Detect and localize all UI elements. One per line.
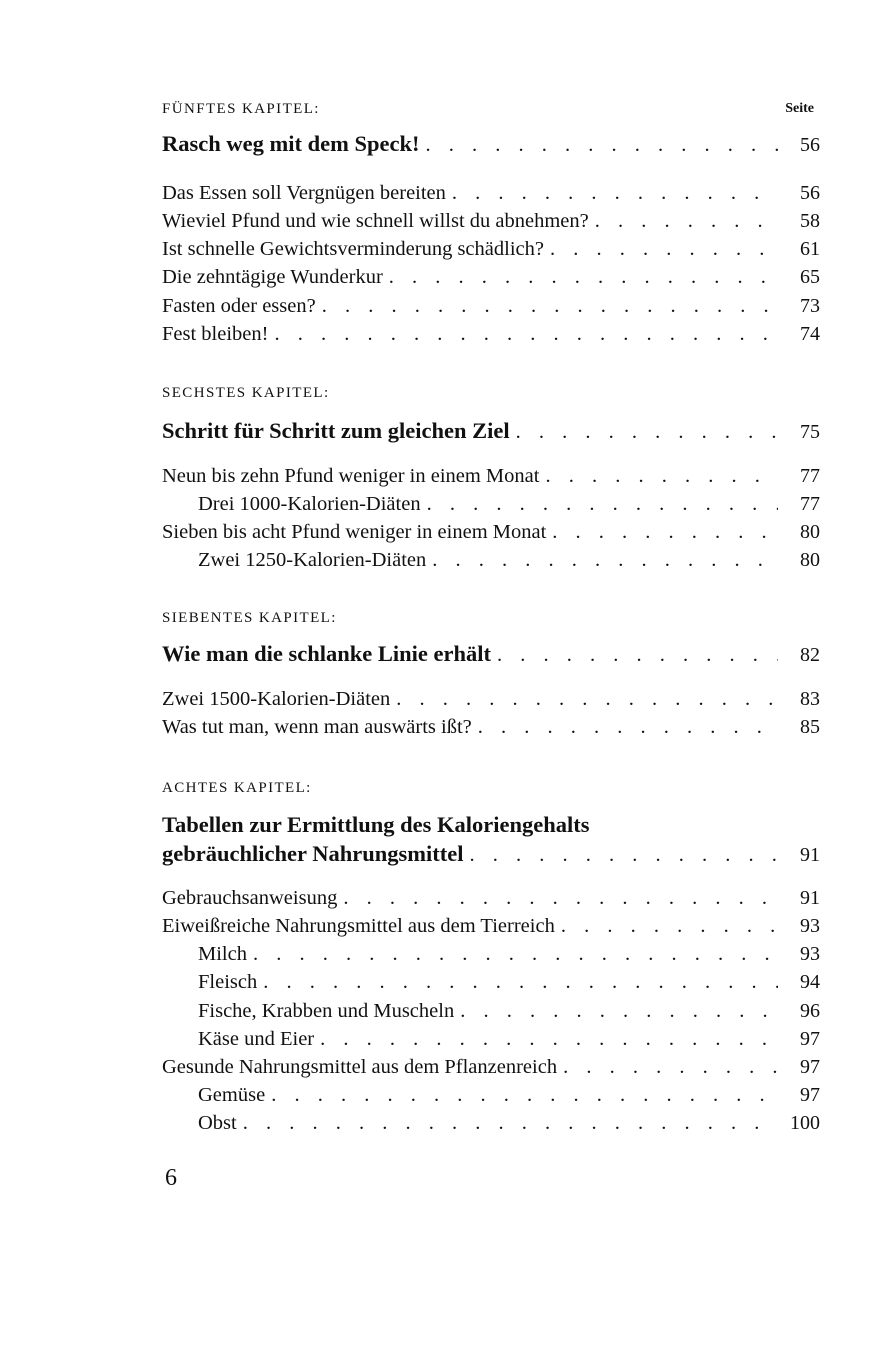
entry-text: Obst bbox=[198, 1112, 237, 1134]
leader-dots bbox=[426, 549, 778, 572]
entry-text: Wieviel Pfund und wie schnell willst du abnehmen? bbox=[162, 210, 589, 232]
leader-dots bbox=[257, 971, 778, 994]
page-ref: 97 bbox=[800, 1056, 820, 1078]
page-number: 6 bbox=[165, 1165, 177, 1191]
entry-text: Eiweißreiche Nahrungsmittel aus dem Tierreich bbox=[162, 915, 555, 937]
leader-dots bbox=[555, 915, 778, 938]
leader-dots bbox=[265, 1084, 778, 1107]
page-ref: 74 bbox=[800, 323, 820, 345]
entry-text: Neun bis zehn Pfund weniger in einem Monat bbox=[162, 465, 540, 487]
leader-dots bbox=[337, 887, 778, 910]
entry-text: Fleisch bbox=[198, 971, 258, 993]
page-ref: 56 bbox=[800, 134, 820, 156]
page-ref: 77 bbox=[800, 465, 820, 487]
leader-dots bbox=[237, 1112, 778, 1135]
chapter-title-line1: Tabellen zur Ermittlung des Kaloriengehalts bbox=[162, 812, 590, 837]
entry-text: Käse und Eier bbox=[198, 1028, 315, 1050]
chapter-title-row bbox=[162, 841, 820, 867]
toc-entry bbox=[162, 238, 820, 261]
chapter-label: ACHTES KAPITEL: bbox=[162, 780, 312, 796]
toc-subentry bbox=[198, 1000, 820, 1023]
page-ref: 97 bbox=[800, 1084, 820, 1106]
toc-entry bbox=[162, 295, 820, 318]
toc-entry bbox=[162, 1056, 820, 1079]
chapter-title-row bbox=[162, 418, 820, 444]
leader-dots bbox=[544, 238, 778, 261]
toc-entry bbox=[162, 465, 820, 488]
toc-entry bbox=[162, 182, 820, 205]
toc-subentry bbox=[198, 549, 820, 572]
leader-dots bbox=[557, 1056, 778, 1079]
page-ref: 65 bbox=[800, 266, 820, 288]
toc-entry bbox=[162, 915, 820, 938]
page-ref: 61 bbox=[800, 238, 820, 260]
leader-dots bbox=[421, 493, 778, 516]
toc-entry bbox=[162, 887, 820, 910]
chapter-title: Wie man die schlanke Linie erhält bbox=[162, 641, 491, 666]
leader-dots bbox=[314, 1028, 778, 1051]
page-ref: 91 bbox=[800, 844, 820, 866]
leader-dots bbox=[268, 323, 778, 346]
leader-dots bbox=[247, 943, 778, 966]
page-ref: 56 bbox=[800, 182, 820, 204]
entry-text: Die zehntägige Wunderkur bbox=[162, 266, 383, 288]
leader-dots bbox=[316, 295, 778, 318]
toc-entry bbox=[162, 323, 820, 346]
page-ref: 91 bbox=[800, 887, 820, 909]
entry-text: Zwei 1500-Kalorien-Diäten bbox=[162, 688, 391, 710]
entry-text: Gebrauchsanweisung bbox=[162, 887, 338, 909]
page-ref: 83 bbox=[800, 688, 820, 710]
entry-text: Gesunde Nahrungsmittel aus dem Pflanzenreich bbox=[162, 1056, 558, 1078]
toc-entry bbox=[162, 688, 820, 711]
leader-dots bbox=[546, 521, 778, 544]
leader-dots bbox=[472, 716, 778, 739]
toc-entry bbox=[162, 716, 820, 739]
page-ref: 93 bbox=[800, 915, 820, 937]
toc-subentry bbox=[198, 1028, 820, 1051]
entry-text: Fasten oder essen? bbox=[162, 295, 316, 317]
chapter-title: Rasch weg mit dem Speck! bbox=[162, 131, 420, 156]
leader-dots bbox=[454, 1000, 778, 1023]
page-ref: 80 bbox=[800, 549, 820, 571]
leader-dots bbox=[390, 688, 778, 711]
page-ref: 93 bbox=[800, 943, 820, 965]
leader-dots bbox=[446, 182, 778, 205]
chapter-title: Schritt für Schritt zum gleichen Ziel bbox=[162, 418, 510, 443]
entry-text: Fest bleiben! bbox=[162, 323, 269, 345]
entry-text: Sieben bis acht Pfund weniger in einem Monat bbox=[162, 521, 547, 543]
page-ref: 100 bbox=[790, 1112, 820, 1134]
leader-dots bbox=[463, 844, 778, 867]
toc-subentry bbox=[198, 1112, 820, 1135]
seite-label: Seite bbox=[785, 101, 814, 116]
page-ref: 77 bbox=[800, 493, 820, 515]
leader-dots bbox=[510, 421, 778, 444]
leader-dots bbox=[539, 465, 778, 488]
page-ref: 58 bbox=[800, 210, 820, 232]
entry-text: Was tut man, wenn man auswärts ißt? bbox=[162, 716, 472, 738]
toc-subentry bbox=[198, 493, 820, 516]
entry-text: Ist schnelle Gewichtsverminderung schädlich? bbox=[162, 238, 544, 260]
page-ref: 96 bbox=[800, 1000, 820, 1022]
chapter-title-row bbox=[162, 131, 820, 157]
chapter-label: SECHSTES KAPITEL: bbox=[162, 385, 330, 401]
leader-dots bbox=[419, 134, 778, 157]
page-ref: 75 bbox=[800, 421, 820, 443]
entry-text: Zwei 1250-Kalorien-Diäten bbox=[198, 549, 427, 571]
chapter-title-line2: gebräuchlicher Nahrungsmittel bbox=[162, 841, 464, 866]
page-ref: 97 bbox=[800, 1028, 820, 1050]
toc-subentry bbox=[198, 1084, 820, 1107]
entry-text: Gemüse bbox=[198, 1084, 266, 1106]
chapter-label: SIEBENTES KAPITEL: bbox=[162, 610, 337, 626]
toc-subentry bbox=[198, 943, 820, 966]
entry-text: Milch bbox=[198, 943, 247, 965]
leader-dots bbox=[491, 644, 778, 667]
page-ref: 73 bbox=[800, 295, 820, 317]
page-ref: 94 bbox=[800, 971, 820, 993]
chapter-label: FÜNFTES KAPITEL: bbox=[162, 101, 320, 117]
chapter-title-row bbox=[162, 641, 820, 667]
entry-text: Drei 1000-Kalorien-Diäten bbox=[198, 493, 421, 515]
toc-subentry bbox=[198, 971, 820, 994]
entry-text: Das Essen soll Vergnügen bereiten bbox=[162, 182, 446, 204]
page-ref: 85 bbox=[800, 716, 820, 738]
page-ref: 82 bbox=[800, 644, 820, 666]
toc-entry bbox=[162, 521, 820, 544]
entry-text: Fische, Krabben und Muscheln bbox=[198, 1000, 455, 1022]
toc-entry bbox=[162, 266, 820, 289]
leader-dots bbox=[383, 266, 778, 289]
leader-dots bbox=[589, 210, 778, 233]
toc-entry bbox=[162, 210, 820, 233]
page-ref: 80 bbox=[800, 521, 820, 543]
